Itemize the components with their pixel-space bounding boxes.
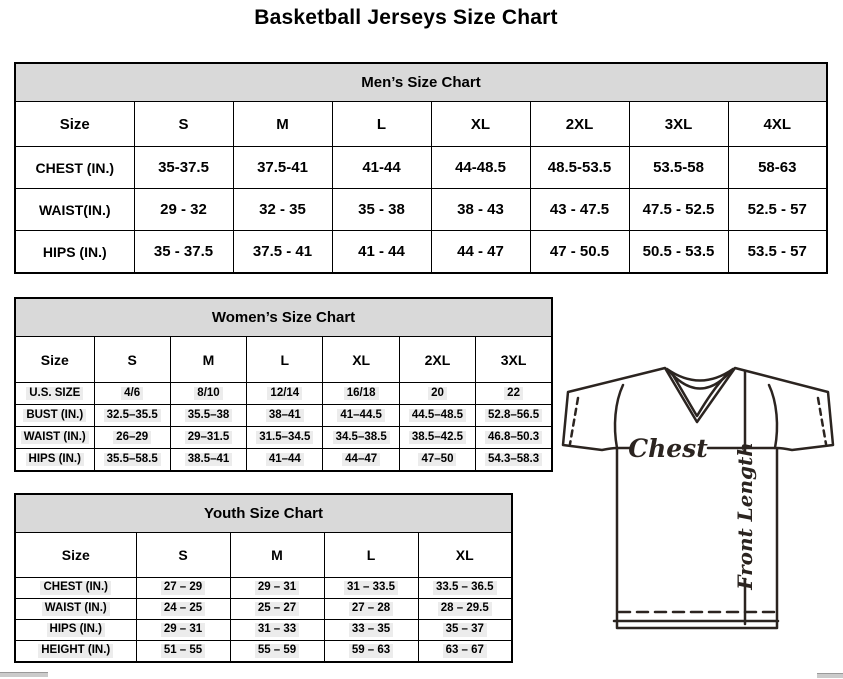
column-header: L: [247, 337, 323, 383]
jersey-outline: [563, 368, 833, 628]
table-cell: 50.5 - 53.5: [629, 231, 728, 274]
table-cell: 48.5-53.5: [530, 147, 629, 189]
column-header: 3XL: [476, 337, 552, 383]
table-row: [15, 147, 827, 189]
table-cell: 31 – 33: [230, 620, 324, 641]
table-row: [15, 533, 512, 578]
table-cell: 55 – 59: [230, 641, 324, 663]
table-cell: 38–41: [247, 405, 323, 427]
row-label: CHEST (IN.): [15, 147, 134, 189]
table-cell: 52.8–56.5: [476, 405, 552, 427]
table-cell: 44.5–48.5: [399, 405, 475, 427]
youth-chart-title: Youth Size Chart: [15, 494, 512, 533]
column-header: S: [134, 102, 233, 147]
row-label: HIPS (IN.): [15, 620, 136, 641]
column-header: S: [94, 337, 170, 383]
table-cell: 46.8–50.3: [476, 427, 552, 449]
table-cell: 35-37.5: [134, 147, 233, 189]
table-cell: 4/6: [94, 383, 170, 405]
table-row: [15, 599, 512, 620]
column-header: S: [136, 533, 230, 578]
table-cell: 37.5-41: [233, 147, 332, 189]
table-cell: 29 - 32: [134, 189, 233, 231]
table-cell: 44 - 47: [431, 231, 530, 274]
table-cell: 44-48.5: [431, 147, 530, 189]
table-cell: 41-44: [332, 147, 431, 189]
table-cell: 26–29: [94, 427, 170, 449]
chest-label: Chest: [628, 434, 708, 463]
row-label: HIPS (IN.): [15, 231, 134, 274]
size-header: Size: [15, 533, 136, 578]
size-header: Size: [15, 337, 94, 383]
jersey-measurement-diagram: [556, 358, 840, 670]
table-cell: 12/14: [247, 383, 323, 405]
table-row: [15, 427, 552, 449]
column-header: L: [324, 533, 418, 578]
row-label: BUST (IN.): [15, 405, 94, 427]
table-row: [15, 578, 512, 599]
column-header: XL: [418, 533, 512, 578]
table-cell: 22: [476, 383, 552, 405]
column-header: 4XL: [728, 102, 827, 147]
page-title: Basketball Jerseys Size Chart: [254, 6, 558, 29]
row-label: WAIST (IN.): [15, 599, 136, 620]
table-cell: 28 – 29.5: [418, 599, 512, 620]
table-cell: 51 – 55: [136, 641, 230, 663]
table-cell: 31 – 33.5: [324, 578, 418, 599]
left-armhole-seam: [615, 385, 623, 448]
left-cuff-dashed-line: [570, 398, 578, 444]
table-row: [15, 298, 552, 337]
table-cell: 53.5-58: [629, 147, 728, 189]
table-cell: 41–44.5: [323, 405, 399, 427]
table-cell: 52.5 - 57: [728, 189, 827, 231]
table-cell: 33 – 35: [324, 620, 418, 641]
table-row: [15, 231, 827, 274]
table-cell: 43 - 47.5: [530, 189, 629, 231]
table-cell: 33.5 – 36.5: [418, 578, 512, 599]
column-header: M: [233, 102, 332, 147]
womens-chart-title: Women’s Size Chart: [15, 298, 552, 337]
table-cell: 27 – 29: [136, 578, 230, 599]
table-cell: 47.5 - 52.5: [629, 189, 728, 231]
row-label: HEIGHT (IN.): [15, 641, 136, 663]
column-header: 2XL: [399, 337, 475, 383]
table-cell: 29–31.5: [170, 427, 246, 449]
youth-size-chart-table: [14, 493, 513, 663]
row-label: CHEST (IN.): [15, 578, 136, 599]
table-cell: 58-63: [728, 147, 827, 189]
table-row: [15, 641, 512, 663]
column-header: L: [332, 102, 431, 147]
table-row: [15, 102, 827, 147]
right-armhole-seam: [769, 385, 777, 448]
scrollbar-fragment-right[interactable]: [817, 673, 843, 678]
row-label: WAIST (IN.): [15, 427, 94, 449]
row-label: U.S. SIZE: [15, 383, 94, 405]
table-cell: 37.5 - 41: [233, 231, 332, 274]
table-cell: 32.5–35.5: [94, 405, 170, 427]
womens-size-chart-table: [14, 297, 553, 472]
table-cell: 35 - 37.5: [134, 231, 233, 274]
scrollbar-fragment-left[interactable]: [0, 672, 48, 677]
table-cell: 63 – 67: [418, 641, 512, 663]
table-cell: 38.5–42.5: [399, 427, 475, 449]
table-cell: 34.5–38.5: [323, 427, 399, 449]
mens-chart-title: Men’s Size Chart: [15, 63, 827, 102]
table-cell: 54.3–58.3: [476, 449, 552, 472]
table-row: [15, 189, 827, 231]
table-row: [15, 449, 552, 472]
front-length-label: Front Length: [733, 442, 757, 590]
table-cell: 35 - 38: [332, 189, 431, 231]
row-label: WAIST(IN.): [15, 189, 134, 231]
table-cell: 35.5–38: [170, 405, 246, 427]
table-cell: 59 – 63: [324, 641, 418, 663]
table-cell: 32 - 35: [233, 189, 332, 231]
column-header: 2XL: [530, 102, 629, 147]
table-cell: 29 – 31: [230, 578, 324, 599]
table-cell: 16/18: [323, 383, 399, 405]
table-cell: 35.5–58.5: [94, 449, 170, 472]
table-cell: 29 – 31: [136, 620, 230, 641]
mens-size-chart-table: [14, 62, 828, 274]
table-cell: 20: [399, 383, 475, 405]
table-cell: 38.5–41: [170, 449, 246, 472]
column-header: M: [230, 533, 324, 578]
table-row: [15, 620, 512, 641]
column-header: M: [170, 337, 246, 383]
table-cell: 8/10: [170, 383, 246, 405]
table-cell: 41 - 44: [332, 231, 431, 274]
column-header: XL: [323, 337, 399, 383]
right-cuff-dashed-line: [818, 398, 826, 444]
table-row: [15, 405, 552, 427]
table-cell: 24 – 25: [136, 599, 230, 620]
table-cell: 41–44: [247, 449, 323, 472]
table-row: [15, 63, 827, 102]
table-cell: 53.5 - 57: [728, 231, 827, 274]
size-header: Size: [15, 102, 134, 147]
table-cell: 47 - 50.5: [530, 231, 629, 274]
table-cell: 31.5–34.5: [247, 427, 323, 449]
table-cell: 47–50: [399, 449, 475, 472]
row-label: HIPS (IN.): [15, 449, 94, 472]
table-cell: 25 – 27: [230, 599, 324, 620]
table-row: [15, 383, 552, 405]
table-cell: 38 - 43: [431, 189, 530, 231]
table-row: [15, 337, 552, 383]
table-cell: 44–47: [323, 449, 399, 472]
table-cell: 35 – 37: [418, 620, 512, 641]
column-header: XL: [431, 102, 530, 147]
column-header: 3XL: [629, 102, 728, 147]
table-row: [15, 494, 512, 533]
table-cell: 27 – 28: [324, 599, 418, 620]
